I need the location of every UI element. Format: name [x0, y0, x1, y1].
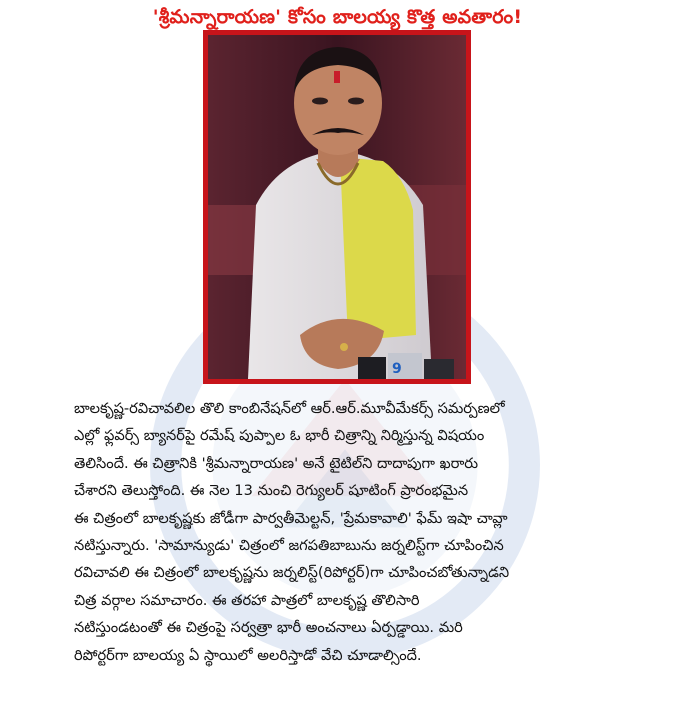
- article-line: నటిస్తుండటంతో ఈ చిత్రంపై సర్వత్రా భారీ అంచనాలు ఏర్పడ్డాయి. మరి: [74, 619, 463, 637]
- article-line: ఈ చిత్రంలో బాలకృష్ణకు జోడీగా పార్వతీమెల్టన్, 'ప్రేమకావాలి' ఫేమ్ ఇషా చావ్లా: [74, 509, 508, 527]
- channel-logo: 9: [392, 361, 402, 377]
- article-headline: 'శ్రీమన్నారాయణ' కోసం బాలయ్య కొత్త అవతారం!: [152, 6, 523, 28]
- article-line: చిత్ర వర్గాల సమాచారం. ఈ తరహా పాత్రలో బాలకృష్ణ తొలిసారి: [74, 591, 420, 609]
- article-body: [74, 395, 614, 669]
- article-line: రవిచావలి ఈ చిత్రంలో బాలకృష్ణను జర్నలిస్ట్(రిపోర్టర్)గా చూపించబోతున్నాడని: [74, 564, 510, 582]
- article-photo: [208, 35, 466, 379]
- article-photo-frame: [203, 30, 471, 384]
- article-line: చేశారని తెలుస్తోంది. ఈ నెల 13 నుంచి రెగ్యులర్ షూటింగ్ ప్రారంభమైన: [74, 482, 469, 500]
- article-line: బాలకృష్ణ-రవిచావలిల తొలి కాంబినేషన్‌లో ఆర్.ఆర్.మూవీమేకర్స్ సమర్పణలో: [74, 400, 505, 417]
- article-line: ఎల్లో ఫ్లవర్స్ బ్యానర్‌పై రమేష్ పుప్పాల ఓ భారీ చిత్రాన్ని నిర్మిస్తున్న విషయం: [74, 427, 485, 445]
- article-line: నటిస్తున్నారు. 'సామాన్యుడు' చిత్రంలో జగపతిబాబును జర్నలిస్ట్‌గా చూపించిన: [74, 537, 504, 555]
- article-line: రిపోర్టర్‌గా బాలయ్య ఏ స్థాయిలో అలరిస్తాడో వేచి చూడాల్సిందే.: [74, 646, 422, 664]
- article-line: తెలిసిందే. ఈ చిత్రానికి 'శ్రీమన్నారాయణ' అనే టైటిల్‌ని దాదాపుగా ఖరారు: [74, 454, 478, 472]
